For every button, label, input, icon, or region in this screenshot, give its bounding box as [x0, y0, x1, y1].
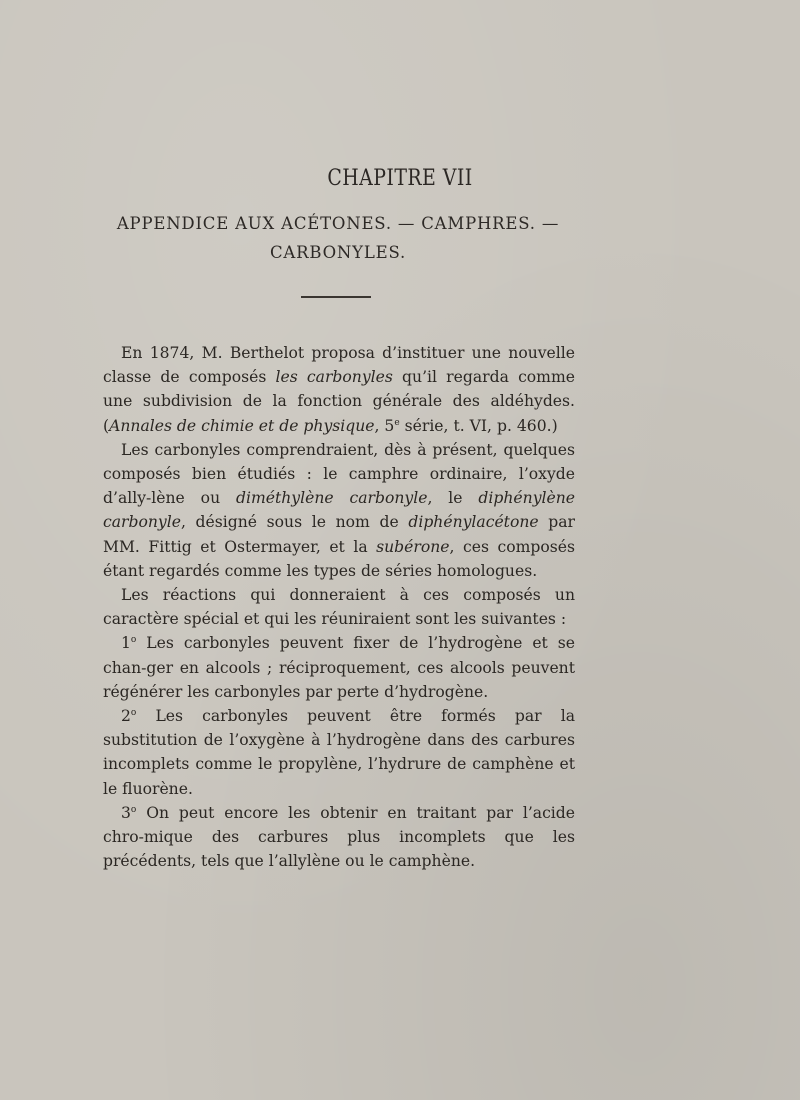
superscript: o — [130, 708, 137, 719]
paragraph-5 — [103, 704, 575, 801]
text-run: Les réactions qui donneraient à ces composés un caractère spécial et qui les réuniraient sont les suivantes : — [103, 586, 575, 629]
italic-text: diphénylacétone — [408, 513, 539, 532]
italic-text: les carbonyles — [275, 368, 393, 387]
paragraph-6 — [103, 801, 575, 874]
superscript: o — [130, 804, 137, 815]
body-text — [103, 341, 575, 873]
text-run: On peut encore les obtenir en traitant par l’acide chro-mique des carbures plus incomplets que les précédents, tels que l’allylène ou le camphène. — [103, 803, 575, 871]
text-run: Les carbonyles peuvent être formés par la substitution de l’oxygène à l’hydrogène dans des carbures incomplets comme le propylène, l’hydrure de camphène et le fluorène. — [103, 707, 575, 798]
text-run: , 5 — [374, 416, 395, 435]
text-run: En 1874, M. Berthelot proposa d’instituer une nouvelle classe de composés — [103, 344, 575, 387]
text-run: , ces composés étant regardés comme les types de séries homologues. — [103, 537, 575, 580]
italic-text: diphénylène carbonyle — [103, 489, 575, 532]
paragraph-2 — [103, 438, 575, 583]
text-run: 1 — [121, 634, 131, 653]
text-run: 2 — [121, 707, 131, 726]
paragraph-3 — [103, 583, 575, 631]
text-run: Les carbonyles comprendraient, dès à présent, quelques composés bien étudiés : le camphre ordinaire, l’oxyde d’ally-lène ou — [103, 440, 575, 508]
italic-text: diméthylène carbonyle — [236, 489, 428, 508]
text-run: 3 — [121, 803, 131, 822]
paragraph-4 — [103, 631, 575, 704]
chapter-title: CHAPITRE VII — [327, 166, 473, 191]
text-run: , le — [427, 489, 479, 508]
superscript: e — [394, 417, 400, 428]
text-run: , désigné sous le nom de — [180, 513, 409, 532]
text-run: Les carbonyles peuvent fixer de l’hydrogène et se chan-ger en alcools ; réciproquement, ces alcools peuvent régénérer les carbonyles par perte d’hydrogène. — [103, 634, 575, 701]
text-run: qu’il regarda comme une subdivision de la fonction générale des aldéhydes. ( — [103, 368, 575, 435]
italic-text: subérone — [376, 537, 450, 556]
chapter-subtitle-line-1: APPENDICE AUX ACÉTONES. — CAMPHRES. — — [116, 214, 560, 233]
superscript: o — [130, 635, 137, 646]
chapter-subtitle-line-2: CARBONYLES. — [269, 243, 406, 262]
title-divider — [301, 296, 371, 298]
text-run: série, t. VI, p. 460.) — [399, 416, 558, 435]
text-run: par MM. Fittig et Ostermayer, et la — [103, 513, 575, 556]
italic-text: Annales de chimie et de physique — [109, 416, 375, 435]
paragraph-1 — [103, 341, 575, 438]
